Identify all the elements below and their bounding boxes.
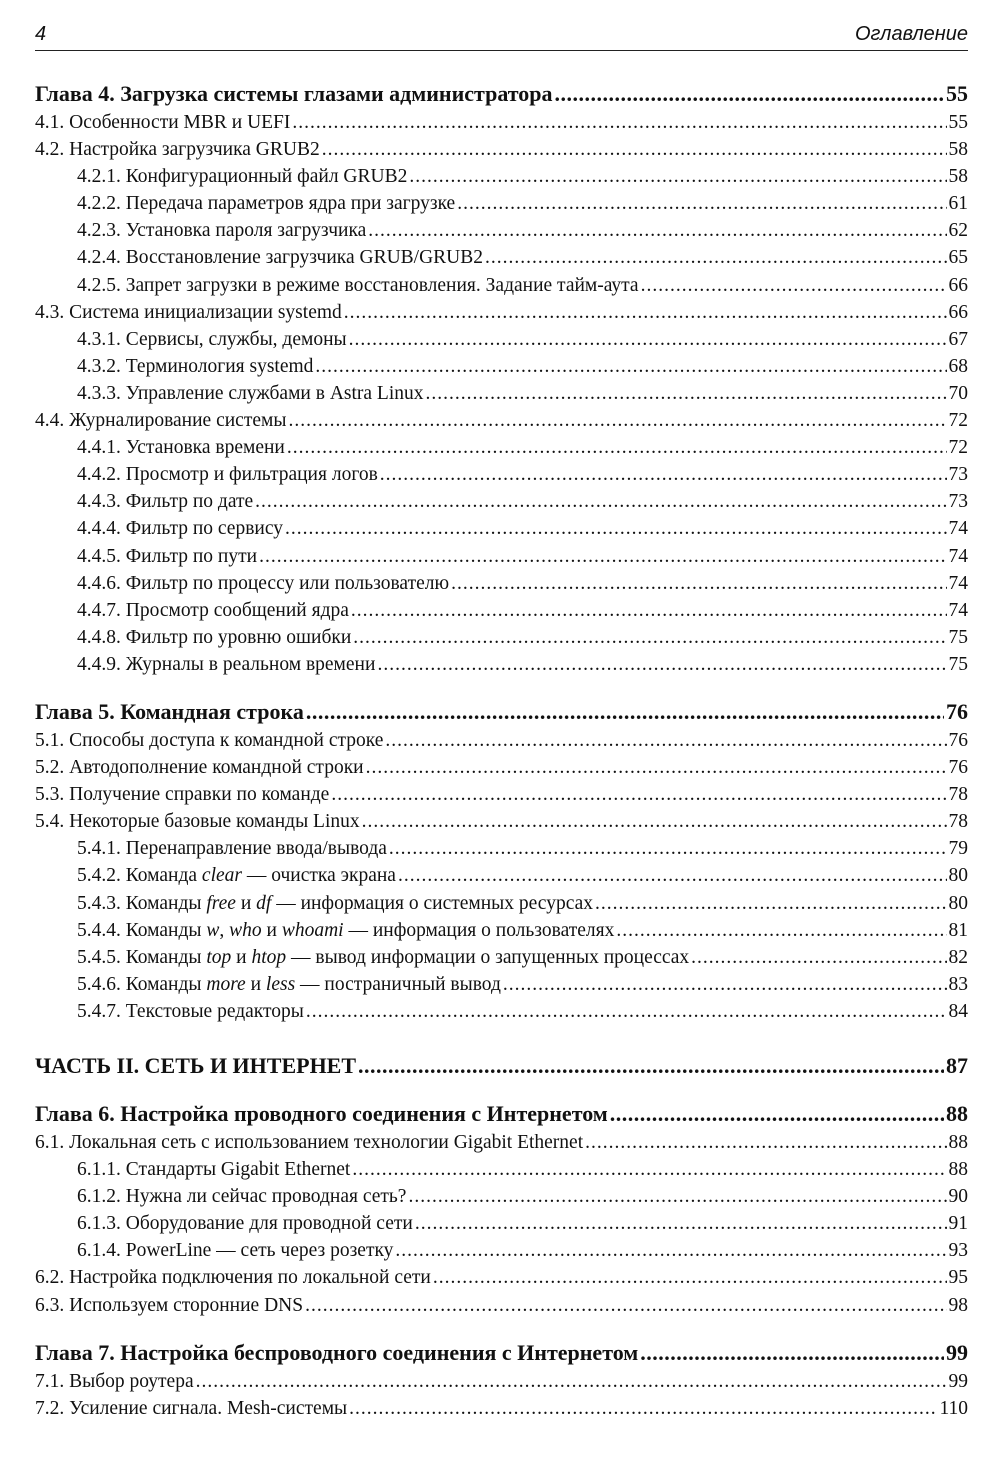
dot-leader bbox=[641, 272, 947, 299]
dot-leader bbox=[255, 488, 946, 515]
toc-entry-page: 110 bbox=[939, 1397, 968, 1419]
toc-entry-title: 4.2.1. Конфигурационный файл GRUB2 bbox=[77, 166, 408, 188]
toc-entry-page: 88 bbox=[948, 1159, 968, 1181]
toc-entry bbox=[35, 754, 968, 781]
toc-entry-title: 4.4. Журналирование системы bbox=[35, 410, 287, 432]
toc-entry-title: ЧАСТЬ II. СЕТЬ И ИНТЕРНЕТ bbox=[35, 1053, 357, 1078]
toc-entry-page: 99 bbox=[948, 1370, 968, 1392]
dot-leader bbox=[368, 217, 946, 244]
toc-entry bbox=[35, 727, 968, 754]
toc-entry-page: 55 bbox=[946, 81, 968, 106]
toc-entry bbox=[35, 651, 968, 678]
dot-leader bbox=[287, 434, 947, 461]
toc-entry-page: 99 bbox=[946, 1339, 968, 1365]
dot-leader bbox=[349, 1395, 937, 1422]
toc-entry-title: 5.4.6. Команды more и less — постраничный вывод bbox=[77, 973, 501, 995]
toc-entry-title: Глава 4. Загрузка системы глазами администратора bbox=[35, 81, 553, 106]
toc-entry bbox=[35, 244, 968, 271]
toc-entry bbox=[35, 1368, 968, 1395]
dot-leader bbox=[377, 651, 946, 678]
toc-entry-title: 4.3. Система инициализации systemd bbox=[35, 301, 342, 323]
toc-entry-page: 76 bbox=[946, 698, 968, 724]
toc-entry bbox=[35, 380, 968, 407]
dot-leader bbox=[259, 543, 946, 570]
toc-entry bbox=[35, 461, 968, 488]
dot-leader bbox=[362, 808, 947, 835]
dot-leader bbox=[585, 1129, 946, 1156]
toc-entry-page: 88 bbox=[948, 1132, 968, 1153]
dot-leader bbox=[285, 515, 946, 542]
toc-entry bbox=[35, 163, 968, 190]
toc-entry-page: 70 bbox=[948, 382, 968, 404]
dot-leader bbox=[555, 78, 944, 109]
toc-entry bbox=[35, 488, 968, 515]
toc-entry-title: 4.4.6. Фильтр по процессу или пользователю bbox=[77, 572, 450, 594]
toc-entry-title: 6.1.4. PowerLine — сеть через розетку bbox=[77, 1240, 394, 1262]
toc-entry bbox=[35, 109, 968, 136]
toc-entry-page: 83 bbox=[948, 973, 968, 995]
dot-leader bbox=[426, 380, 947, 407]
toc-entry-page: 87 bbox=[946, 1053, 968, 1078]
dot-leader bbox=[380, 461, 947, 488]
dot-leader bbox=[352, 1156, 946, 1183]
toc-entry-title: 4.2.3. Установка пароля загрузчика bbox=[77, 220, 367, 242]
dot-leader bbox=[457, 190, 946, 217]
dot-leader bbox=[395, 1237, 946, 1264]
toc-entry-title: 4.4.5. Фильтр по пути bbox=[77, 545, 258, 567]
dot-leader bbox=[385, 727, 946, 754]
toc-entry-page: 98 bbox=[948, 1294, 968, 1316]
dot-leader bbox=[409, 163, 946, 190]
dot-leader bbox=[196, 1368, 947, 1395]
toc-entry-title: 4.4.2. Просмотр и фильтрация логов bbox=[77, 464, 378, 486]
toc-entry-title: Глава 5. Командная строка bbox=[35, 698, 304, 724]
toc-entry-title: 5.4.1. Перенаправление ввода/вывода bbox=[77, 838, 387, 860]
toc-entry-page: 61 bbox=[948, 193, 968, 215]
toc-entry bbox=[35, 570, 968, 597]
toc-entry bbox=[35, 917, 968, 944]
dot-leader bbox=[351, 597, 947, 624]
toc-entry bbox=[35, 136, 968, 163]
toc-entry-page: 75 bbox=[948, 626, 968, 648]
toc-entry-title: 4.2.5. Запрет загрузки в режиме восстановления. Задание тайм-аута bbox=[77, 274, 639, 296]
toc-entry-page: 66 bbox=[948, 301, 968, 323]
toc-entry bbox=[35, 1098, 968, 1129]
toc-entry-title: 6.1.1. Стандарты Gigabit Ethernet bbox=[77, 1159, 351, 1181]
toc-entry-page: 76 bbox=[948, 757, 968, 779]
toc-entry-page: 78 bbox=[948, 784, 968, 806]
toc-entry-title: 6.1.3. Оборудование для проводной сети bbox=[77, 1213, 413, 1235]
toc-entry-page: 68 bbox=[948, 355, 968, 377]
toc-entry-page: 62 bbox=[948, 220, 968, 242]
toc-entry-page: 76 bbox=[948, 729, 968, 751]
toc-entry-title: 6.3. Используем сторонние DNS bbox=[35, 1294, 304, 1316]
toc-entry-title: 4.3.1. Сервисы, службы, демоны bbox=[77, 328, 347, 350]
toc-entry bbox=[35, 1183, 968, 1210]
toc-entry bbox=[35, 862, 968, 889]
toc-entry-page: 74 bbox=[948, 572, 968, 594]
toc-entry bbox=[35, 890, 968, 917]
toc-entry-page: 90 bbox=[948, 1186, 968, 1208]
toc-entry-page: 78 bbox=[948, 811, 968, 833]
toc-entry-title: 5.4.7. Текстовые редакторы bbox=[77, 1000, 304, 1022]
toc-entry bbox=[35, 407, 968, 434]
toc-entry-title: 4.2.2. Передача параметров ядра при загрузке bbox=[77, 193, 456, 215]
toc-entry bbox=[35, 1395, 968, 1422]
toc-entry-title: 4.4.9. Журналы в реальном времени bbox=[77, 653, 376, 675]
toc-entry-title: Глава 7. Настройка беспроводного соединения с Интернетом bbox=[35, 1339, 639, 1365]
toc-entry-page: 55 bbox=[948, 112, 968, 133]
toc-entry bbox=[35, 944, 968, 971]
toc-entry-page: 79 bbox=[948, 838, 968, 860]
dot-leader bbox=[640, 1337, 944, 1368]
dot-leader bbox=[503, 971, 947, 998]
toc-entry-title: 6.2. Настройка подключения по локальной сети bbox=[35, 1267, 431, 1289]
toc-entry-title: Глава 6. Настройка проводного соединения с Интернетом bbox=[35, 1101, 608, 1126]
toc-entry-page: 81 bbox=[948, 919, 968, 941]
toc-entry bbox=[35, 696, 968, 727]
toc-entry bbox=[35, 1129, 968, 1156]
toc-entry-page: 74 bbox=[948, 545, 968, 567]
dot-leader bbox=[353, 624, 946, 651]
toc-entry-title: 4.4.3. Фильтр по дате bbox=[77, 491, 254, 513]
running-title: Оглавление bbox=[854, 23, 968, 45]
toc-entry-page: 74 bbox=[948, 599, 968, 621]
toc-entry-title: 4.3.2. Терминология systemd bbox=[77, 355, 314, 377]
dot-leader bbox=[305, 1292, 946, 1319]
toc-entry bbox=[35, 78, 968, 109]
dot-leader bbox=[292, 109, 946, 136]
toc-entry bbox=[35, 624, 968, 651]
dot-leader bbox=[595, 890, 947, 917]
toc-entry-title: 5.4.2. Команда clear — очистка экрана bbox=[77, 865, 396, 887]
toc-entry-page: 67 bbox=[948, 328, 968, 350]
toc-entry-title: 5.3. Получение справки по команде bbox=[35, 784, 330, 806]
toc-entry-page: 72 bbox=[948, 437, 968, 459]
toc-entry-title: 4.1. Особенности MBR и UEFI bbox=[35, 112, 291, 133]
toc-entry-title: 4.2. Настройка загрузчика GRUB2 bbox=[35, 139, 320, 161]
toc-entry-page: 66 bbox=[948, 274, 968, 296]
toc-entry-title: 5.4.3. Команды free и df — информация о системных ресурсах bbox=[77, 892, 593, 914]
toc-entry bbox=[35, 597, 968, 624]
toc-entry bbox=[35, 835, 968, 862]
toc-entry bbox=[35, 272, 968, 299]
toc-entry-page: 84 bbox=[948, 1000, 968, 1022]
toc-entry-title: 4.3.3. Управление службами в Astra Linux bbox=[77, 382, 424, 404]
dot-leader bbox=[451, 570, 946, 597]
toc-entry bbox=[35, 353, 968, 380]
toc-entry-page: 72 bbox=[948, 410, 968, 432]
toc-entry-title: 5.4.5. Команды top и htop — вывод информации о запущенных процессах bbox=[77, 946, 690, 968]
toc-entry bbox=[35, 1292, 968, 1319]
toc-entry bbox=[35, 998, 968, 1025]
dot-leader bbox=[344, 299, 947, 326]
toc-entry-page: 91 bbox=[948, 1213, 968, 1235]
toc-entry-page: 58 bbox=[948, 166, 968, 188]
dot-leader bbox=[315, 353, 946, 380]
toc-entry-title: 5.1. Способы доступа к командной строке bbox=[35, 729, 384, 751]
dot-leader bbox=[610, 1098, 944, 1129]
toc-entry-title: 4.4.7. Просмотр сообщений ядра bbox=[77, 599, 349, 621]
toc-entry bbox=[35, 971, 968, 998]
dot-leader bbox=[433, 1264, 947, 1291]
toc-entry bbox=[35, 326, 968, 353]
dot-leader bbox=[349, 326, 947, 353]
toc-entry-page: 82 bbox=[948, 946, 968, 968]
toc-entry-title: 4.4.8. Фильтр по уровню ошибки bbox=[77, 626, 352, 648]
toc-entry bbox=[35, 543, 968, 570]
page-header bbox=[35, 20, 968, 51]
dot-leader bbox=[398, 862, 947, 889]
dot-leader bbox=[691, 944, 946, 971]
toc-entry-title: 7.2. Усиление сигнала. Mesh-системы bbox=[35, 1397, 348, 1419]
toc-entry-page: 73 bbox=[948, 464, 968, 486]
toc-entry-title: 6.1.2. Нужна ли сейчас проводная сеть? bbox=[77, 1186, 407, 1208]
toc-entry bbox=[35, 808, 968, 835]
toc-entry-title: 5.4.4. Команды w, who и whoami — информация о пользователях bbox=[77, 919, 615, 941]
toc-entry bbox=[35, 299, 968, 326]
toc-entry-page: 75 bbox=[948, 653, 968, 675]
toc-entry-page: 93 bbox=[948, 1240, 968, 1262]
toc-entry-page: 80 bbox=[948, 892, 968, 914]
toc-entry-title: 6.1. Локальная сеть с использованием технологии Gigabit Ethernet bbox=[35, 1132, 584, 1153]
toc-entry-page: 58 bbox=[948, 139, 968, 161]
toc-entry-page: 65 bbox=[948, 247, 968, 269]
toc-entry bbox=[35, 1210, 968, 1237]
dot-leader bbox=[485, 244, 946, 271]
dot-leader bbox=[358, 1050, 944, 1081]
dot-leader bbox=[331, 781, 946, 808]
dot-leader bbox=[408, 1183, 946, 1210]
toc-entry bbox=[35, 1264, 968, 1291]
toc-entry-title: 4.4.4. Фильтр по сервису bbox=[77, 518, 284, 540]
toc-entry bbox=[35, 1237, 968, 1264]
dot-leader bbox=[616, 917, 946, 944]
dot-leader bbox=[366, 754, 947, 781]
toc-entry-title: 5.4. Некоторые базовые команды Linux bbox=[35, 811, 360, 833]
dot-leader bbox=[306, 696, 944, 727]
toc-entry-page: 74 bbox=[948, 518, 968, 540]
toc-entry bbox=[35, 781, 968, 808]
toc-entry-title: 5.2. Автодополнение командной строки bbox=[35, 757, 364, 779]
dot-leader bbox=[322, 136, 947, 163]
dot-leader bbox=[389, 835, 947, 862]
toc-entry-title: 7.1. Выбор роутера bbox=[35, 1370, 194, 1392]
toc-entry-title: 4.4.1. Установка времени bbox=[77, 437, 285, 459]
toc-entry bbox=[35, 1337, 968, 1368]
toc-entry-page: 88 bbox=[946, 1101, 968, 1126]
toc-entry-page: 80 bbox=[948, 865, 968, 887]
toc-entry bbox=[35, 217, 968, 244]
toc-entry-page: 73 bbox=[948, 491, 968, 513]
toc-entry-title: 4.2.4. Восстановление загрузчика GRUB/GRUB2 bbox=[77, 247, 484, 269]
toc-entry bbox=[35, 1156, 968, 1183]
page-number: 4 bbox=[35, 23, 47, 45]
toc-entry bbox=[35, 190, 968, 217]
dot-leader bbox=[415, 1210, 947, 1237]
table-of-contents bbox=[35, 78, 968, 1422]
toc-entry bbox=[35, 515, 968, 542]
toc-entry bbox=[35, 434, 968, 461]
toc-entry-page: 95 bbox=[948, 1267, 968, 1289]
dot-leader bbox=[288, 407, 946, 434]
toc-entry bbox=[35, 1050, 968, 1081]
dot-leader bbox=[306, 998, 947, 1025]
